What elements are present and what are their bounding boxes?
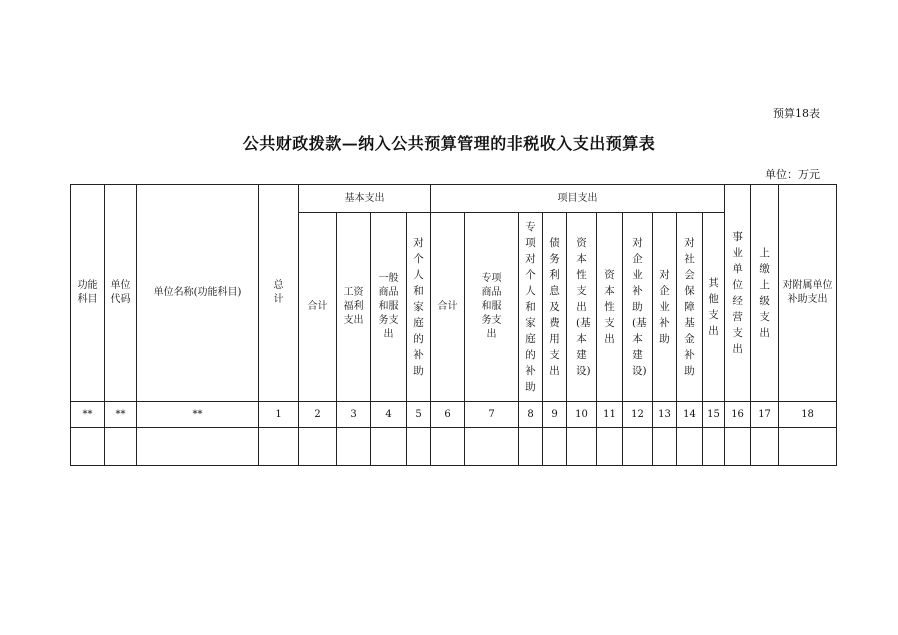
code-cell: ** [137, 401, 259, 427]
header-unit-code: 单位 代码 [105, 185, 137, 402]
header-capital-build: 资本性支出(基本建设) [567, 213, 597, 402]
code-cell: 12 [623, 401, 653, 427]
empty-data-row [71, 427, 837, 465]
header-unit-name: 单位名称(功能科目) [137, 185, 259, 402]
code-cell: 15 [703, 401, 725, 427]
data-cell[interactable] [137, 427, 259, 465]
header-affiliated: 对附属单位 补助支出 [779, 185, 837, 402]
header-inst-operation: 事业单位经营支出 [725, 185, 751, 402]
data-cell[interactable] [653, 427, 677, 465]
data-cell[interactable] [431, 427, 465, 465]
data-cell[interactable] [779, 427, 837, 465]
code-cell: 5 [407, 401, 431, 427]
unit-label: 单位：万元 [765, 168, 820, 181]
code-cell: 13 [653, 401, 677, 427]
data-cell[interactable] [337, 427, 371, 465]
data-cell[interactable] [751, 427, 779, 465]
data-cell[interactable] [299, 427, 337, 465]
data-cell[interactable] [371, 427, 407, 465]
header-household: 对个人和家庭的补助 [407, 213, 431, 402]
table-title: 公共财政拨款—纳入公共预算管理的非税收入支出预算表 [242, 134, 656, 153]
header-basic-group: 基本支出 [299, 185, 431, 213]
header-proj-sum: 合计 [431, 213, 465, 402]
code-row [71, 401, 837, 427]
code-cell: 11 [597, 401, 623, 427]
header-enterprise-build: 对企业补助(基本建设) [623, 213, 653, 402]
header-enterprise: 对企业补助 [653, 213, 677, 402]
data-cell[interactable] [567, 427, 597, 465]
data-cell[interactable] [725, 427, 751, 465]
code-cell: 4 [371, 401, 407, 427]
budget-table [70, 184, 837, 466]
code-cell: 1 [259, 401, 299, 427]
code-cell: 10 [567, 401, 597, 427]
header-wage: 工资 福利 支出 [337, 213, 371, 402]
code-cell: 16 [725, 401, 751, 427]
header-special-household: 专项对个人和家庭的补助 [519, 213, 543, 402]
data-cell[interactable] [407, 427, 431, 465]
data-cell[interactable] [259, 427, 299, 465]
data-cell[interactable] [519, 427, 543, 465]
header-basic-sum: 合计 [299, 213, 337, 402]
header-total: 总 计 [259, 185, 299, 402]
data-cell[interactable] [703, 427, 725, 465]
code-cell: 17 [751, 401, 779, 427]
header-capital: 资本性支出 [597, 213, 623, 402]
header-debt: 债务利息及费用支出 [543, 213, 567, 402]
code-cell: 14 [677, 401, 703, 427]
code-cell: 2 [299, 401, 337, 427]
header-project-group: 项目支出 [431, 185, 725, 213]
code-cell: 7 [465, 401, 519, 427]
data-cell[interactable] [623, 427, 653, 465]
code-cell: ** [71, 401, 105, 427]
header-goods: 一般 商品 和服 务支 出 [371, 213, 407, 402]
data-cell[interactable] [677, 427, 703, 465]
code-cell: 8 [519, 401, 543, 427]
data-cell[interactable] [465, 427, 519, 465]
data-cell[interactable] [105, 427, 137, 465]
code-cell: 6 [431, 401, 465, 427]
code-cell: 9 [543, 401, 567, 427]
header-func-subject: 功能 科目 [71, 185, 105, 402]
code-cell: ** [105, 401, 137, 427]
code-cell: 18 [779, 401, 837, 427]
data-cell[interactable] [597, 427, 623, 465]
form-number: 预算18表 [773, 107, 820, 120]
header-social: 对社会保障基金补助 [677, 213, 703, 402]
header-remit: 上缴上级支出 [751, 185, 779, 402]
header-special-goods: 专项 商品 和服 务支 出 [465, 213, 519, 402]
data-cell[interactable] [543, 427, 567, 465]
code-cell: 3 [337, 401, 371, 427]
header-other: 其他支出 [703, 213, 725, 402]
data-cell[interactable] [71, 427, 105, 465]
